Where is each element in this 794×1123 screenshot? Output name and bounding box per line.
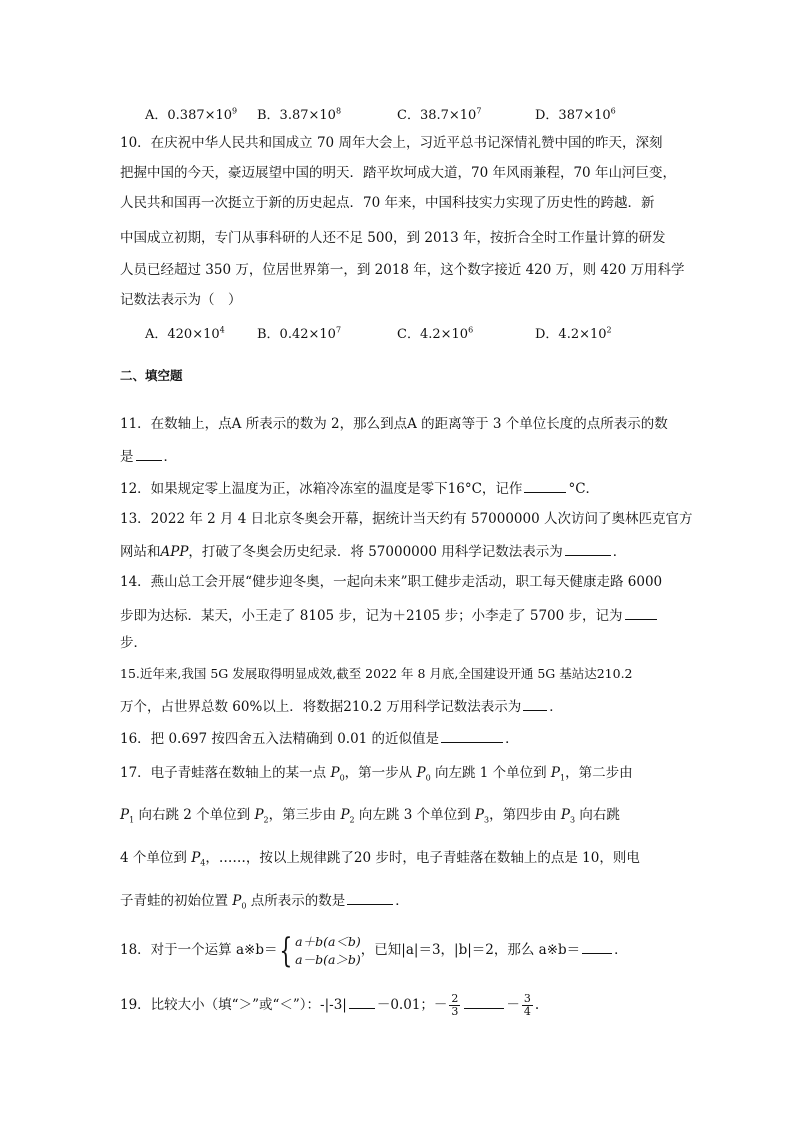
section-heading: 二、填空题: [120, 368, 183, 383]
answer-blank: [524, 478, 566, 493]
q13-line-1: 13．2022 年 2 月 4 日北京冬奥会开幕，据统计当天约有 57000000 人次访问了奥林匹克官方: [120, 511, 693, 527]
q15-line-2: 万个，占世界总数 60%以上．将数据210.2 万用科学记数法表示为 ．: [120, 696, 563, 716]
answer-blank: [464, 994, 504, 1009]
q16-line: 16．把 0.697 按四舍五入法精确到 0.01 的近似值是 ．: [120, 728, 519, 748]
answer-blank: [136, 446, 162, 461]
q9-option-d: D．$387\times 10^6$: [535, 106, 616, 123]
answer-blank: [565, 541, 611, 556]
q14-line-2: 步即为达标．某天，小王走了 8105 步，记为＋2105 步；小李走了 5700 步，记为: [120, 605, 659, 625]
q17-line-4: 子青蛙的初始位置 $P_0$ 点所表示的数是 ．: [120, 890, 409, 916]
brace-symbol: {: [279, 930, 293, 971]
q10-line-5: 人员已经超过 350 万，位居世界第一，到 2018 年，这个数字接近 420 万，则 420 万用科学: [120, 262, 685, 278]
answer-blank: [441, 728, 503, 743]
q11-line-2: 是 ．: [120, 446, 177, 466]
q10-line-4: 中国成立初期，专门从事科研的人还不足 500，到 2013 年，按折合全时工作量计算的研发: [120, 230, 666, 246]
q19-line: 19．比较大小（填“＞”或“＜”）：-|-3| －0.01；－ $\frac{2}{3}$ － $\frac{3}{4}$ .: [120, 992, 540, 1018]
fraction-three-quarters: $\frac{3}{4}$: [523, 992, 531, 1018]
q10-line-3: 人民共和国再一次挺立于新的历史起点．70 年来，中国科技实力实现了历史性的跨越．新: [120, 195, 655, 211]
q12-line: 12．如果规定零上温度为正，冰箱冷冻室的温度是零下16°C，记作 °C．: [120, 478, 599, 498]
q13-line-2: 网站和APP，打破了冬奥会历史纪录．将 57000000 用科学记数法表示为 ．: [120, 541, 626, 561]
fraction-two-thirds: $\frac{2}{3}$: [451, 992, 459, 1018]
q10-line-6: 记数法表示为（ ）: [120, 292, 242, 308]
answer-blank: [582, 939, 612, 954]
q11-line-1: 11．在数轴上，点A 所表示的数为 2，那么到点A 的距离等于 3 个单位长度的点所表示的数: [120, 416, 668, 432]
answer-blank: [625, 605, 657, 620]
q9-option-b: B．$3.87\times 10^8$: [257, 106, 342, 123]
q17-line-3: 4 个单位到 $P_4$，……，按以上规律跳了20 步时，电子青蛙落在数轴上的点是 10，则电: [120, 850, 640, 868]
q10-option-d: D．$4.2\times 10^2$: [535, 325, 612, 342]
answer-blank: [347, 890, 393, 905]
q18-line: 18．对于一个运算 a※b＝{ a＋b(a＜b) a－b(a＞b) ，已知|a|＝3，|b|＝2，那么 a※b＝ ．: [120, 930, 628, 971]
q14-line-3: 步．: [120, 635, 147, 651]
q10-option-c: C．$4.2\times 10^6$: [397, 325, 474, 342]
piecewise-cases: a＋b(a＜b) a－b(a＞b): [295, 933, 361, 967]
q9-option-c: C．$38.7\times 10^7$: [397, 106, 482, 123]
q15-line-1: 15.近年来,我国 5G 发展取得明显成效,截至 2022 年 8 月底,全国建设开通 5G 基站达210.2: [120, 666, 633, 681]
q17-line-2: $P_1$ 向右跳 2 个单位到 $P_2$，第三步由 $P_2$ 向左跳 3 个单位到 $P_3$，第四步由 $P_3$ 向右跳: [120, 807, 620, 825]
q10-option-b: B．$0.42\times 10^7$: [257, 325, 342, 342]
answer-blank: [349, 994, 375, 1009]
q9-option-a: A．$0.387\times 10^9$: [145, 106, 238, 123]
q10-line-1: 10．在庆祝中华人民共和国成立 70 周年大会上，习近平总书记深情礼赞中国的昨天，深刻: [120, 135, 663, 151]
q17-line-1: 17．电子青蛙落在数轴上的某一点 $P_0$，第一步从 $P_0$ 向左跳 1 个单位到 $P_1$，第二步由: [120, 765, 633, 783]
q14-line-1: 14．燕山总工会开展“健步迎冬奥，一起向未来”职工健步走活动，职工每天健康走路 6000: [120, 574, 663, 590]
q10-line-2: 把握中国的今天，豪迈展望中国的明天．踏平坎坷成大道，70 年风雨兼程，70 年山河巨变，: [120, 165, 676, 181]
answer-blank: [523, 696, 547, 711]
q10-option-a: A．$420\times 10^4$: [145, 325, 225, 342]
